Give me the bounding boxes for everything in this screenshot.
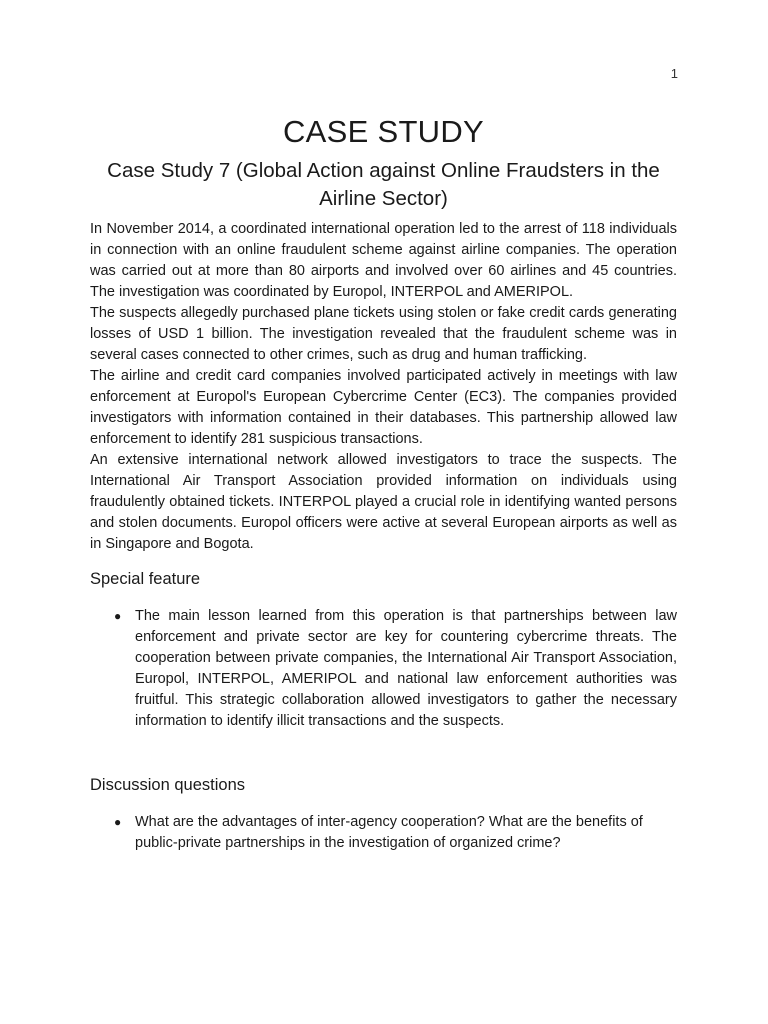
document-subtitle: Case Study 7 (Global Action against Online Fraudsters in the Airline Sector): [107, 159, 660, 210]
bullet-icon: ●: [114, 609, 122, 623]
paragraph: The suspects allegedly purchased plane tickets using stolen or fake credit cards generating losses of USD 1 billion. The investigation revealed that the fraudulent scheme was in several cases connected to other crimes, such as drug and human trafficking.: [90, 305, 677, 363]
list-item-text: What are the advantages of inter-agency cooperation? What are the benefits of public-private partnerships in the investigation of organized crime?: [135, 814, 643, 851]
list-item: [90, 606, 677, 732]
discussion-questions-heading: Discussion questions: [90, 776, 245, 794]
list-item-text: The main lesson learned from this operation is that partnerships between law enforcement and private sector are key for countering cybercrime threats. The cooperation between private companies, the International Air Transport Association, Europol, INTERPOL, AMERIPOL and national law enforcement authorities was fruitful. This strategic collaboration allowed investigators to gather the necessary information to identify illicit transactions and the suspects.: [135, 608, 677, 729]
paragraph: In November 2014, a coordinated international operation led to the arrest of 118 individuals in connection with an online fraudulent scheme against airline companies. The operation was carried out at more than 80 airports and involved over 60 airlines and 45 countries. The investigation was coordinated by Europol, INTERPOL and AMERIPOL.: [90, 221, 677, 300]
case-narrative: [90, 219, 677, 555]
list-item: [90, 812, 677, 854]
special-feature-list: [90, 606, 677, 732]
document-body: [90, 112, 677, 854]
paragraph: An extensive international network allowed investigators to trace the suspects. The International Air Transport Association provided information on individuals using fraudulently obtained tickets. INTERPOL played a crucial role in identifying wanted persons and stolen documents. Europol officers were active at several European airports as well as in Singapore and Bogota.: [90, 452, 677, 552]
discussion-questions-list: [90, 812, 677, 854]
bullet-icon: ●: [114, 815, 122, 829]
page-number: 1: [670, 66, 678, 81]
paragraph: The airline and credit card companies involved participated actively in meetings with law enforcement at Europol's European Cybercrime Center (EC3). The companies provided investigators with information contained in their databases. This partnership allowed law enforcement to identify 281 suspicious transactions.: [90, 368, 677, 447]
special-feature-heading: Special feature: [90, 570, 201, 588]
document-title: CASE STUDY: [282, 114, 485, 149]
